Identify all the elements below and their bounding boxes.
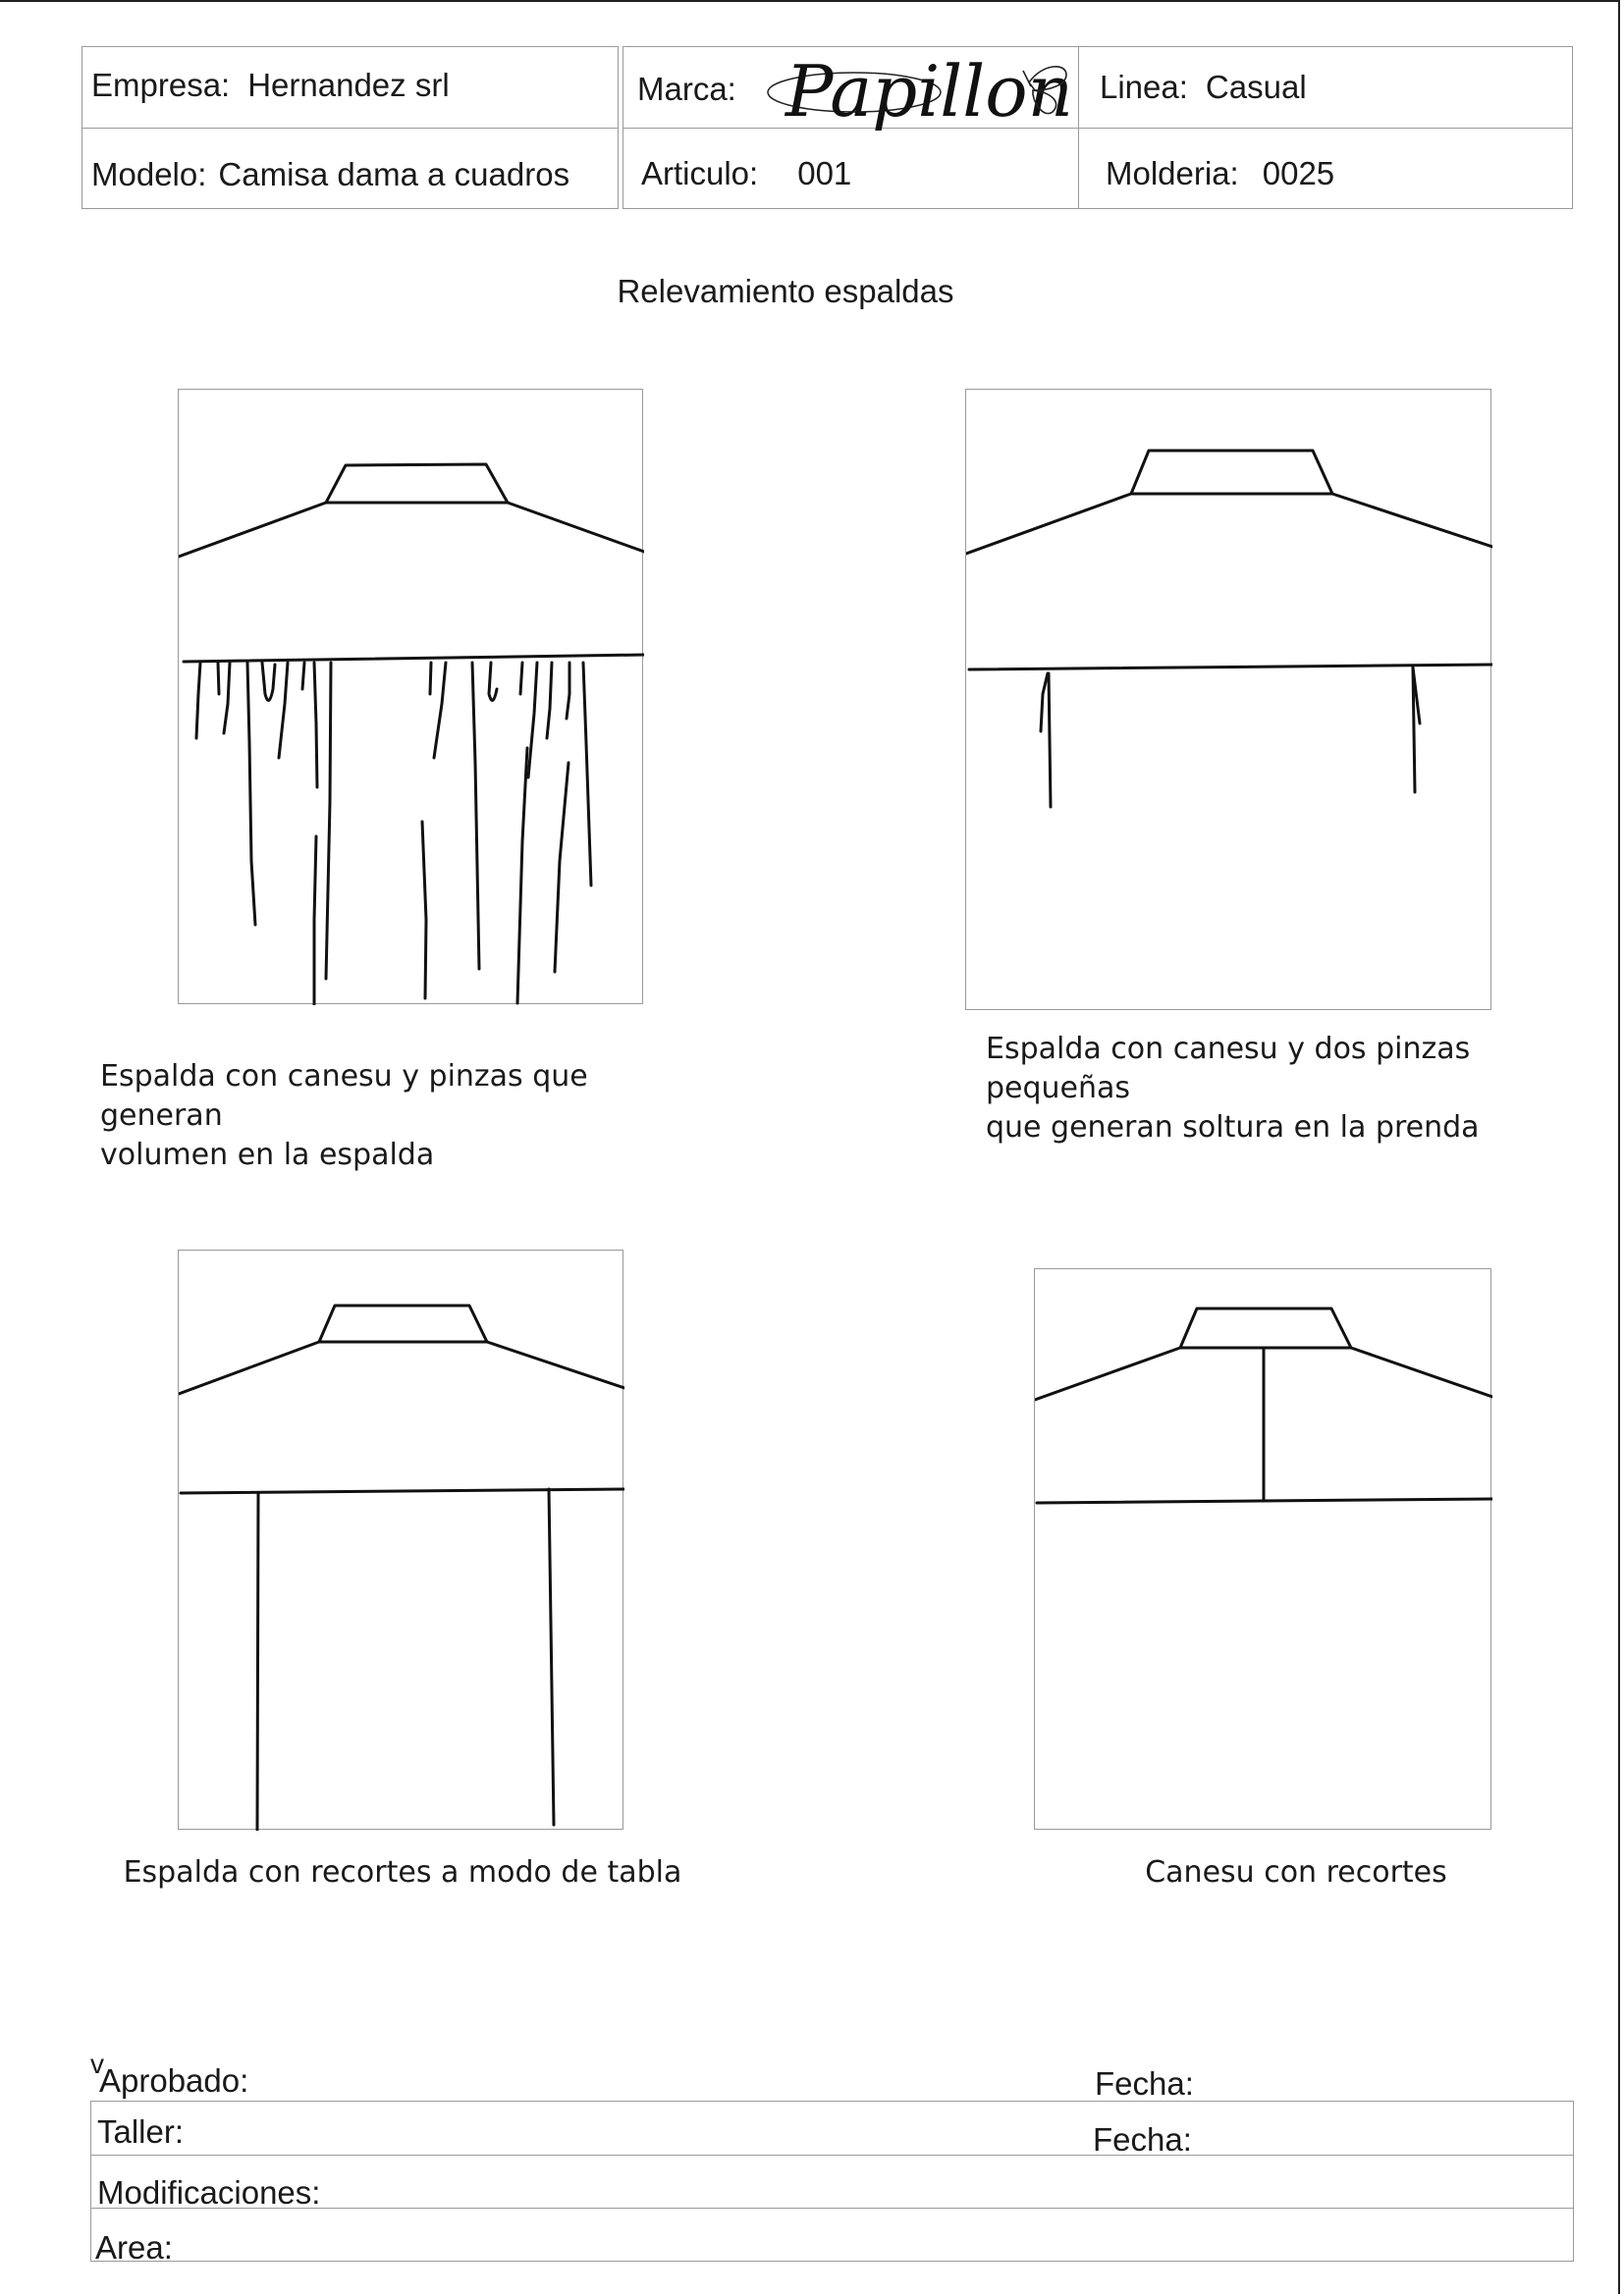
taller-row bbox=[90, 2101, 1574, 2156]
back-two-darts-drawing bbox=[966, 390, 1492, 1011]
yoke-cut-drawing bbox=[1035, 1269, 1492, 1831]
taller-label: Taller: bbox=[97, 2113, 185, 2150]
articulo-label: Articulo: bbox=[641, 155, 759, 191]
marca-field bbox=[637, 71, 736, 108]
sketch-back-panels bbox=[178, 1250, 623, 1830]
empresa-value: Hernandez srl bbox=[247, 67, 450, 103]
panel-cut-left bbox=[257, 1493, 258, 1830]
articulo-field bbox=[641, 155, 851, 192]
marca-label: Marca: bbox=[637, 71, 736, 107]
yoke-seam bbox=[184, 655, 644, 662]
area-row bbox=[90, 2208, 1574, 2262]
sketch-yoke-cut bbox=[1034, 1268, 1491, 1830]
molderia-field bbox=[1106, 155, 1334, 192]
v-mark: v bbox=[90, 2049, 104, 2079]
linea-value: Casual bbox=[1205, 69, 1307, 105]
caption-line: volumen en la espalda bbox=[100, 1138, 435, 1172]
yoke-seam bbox=[1037, 1499, 1492, 1503]
shoulder-line bbox=[179, 464, 644, 557]
caption-back-two-darts bbox=[986, 1030, 1614, 1148]
dart-left bbox=[1041, 673, 1048, 731]
modelo-value: Camisa dama a cuadros bbox=[218, 156, 570, 192]
modificaciones-label: Modificaciones: bbox=[97, 2174, 321, 2211]
articulo-value: 001 bbox=[797, 155, 852, 191]
papillon-logo bbox=[756, 47, 1080, 145]
back-gathers-drawing bbox=[179, 390, 644, 1005]
logo-wordmark: Papillon bbox=[785, 50, 1074, 133]
shoulder-line bbox=[966, 451, 1492, 554]
dart-left-line bbox=[1049, 673, 1051, 807]
caption-line: que generan soltura en la prenda bbox=[986, 1110, 1480, 1145]
caption-yoke-cut bbox=[982, 1853, 1610, 1893]
linea-label: Linea: bbox=[1100, 69, 1188, 105]
caption-line: Espalda con canesu y dos pinzas pequeñas bbox=[986, 1032, 1471, 1105]
empresa-field bbox=[91, 67, 450, 104]
area-label: Area: bbox=[95, 2229, 173, 2266]
caption-line: Canesu con recortes bbox=[1145, 1855, 1447, 1890]
molderia-label: Molderia: bbox=[1106, 155, 1239, 191]
fecha-label-taller: Fecha: bbox=[1093, 2121, 1192, 2158]
caption-line: Espalda con canesu y pinzas que generan bbox=[100, 1059, 588, 1133]
back-panels-drawing bbox=[179, 1251, 624, 1831]
shoulder-line bbox=[179, 1306, 624, 1394]
yoke-seam bbox=[181, 1489, 624, 1493]
sketch-back-two-darts bbox=[965, 389, 1491, 1010]
caption-back-panels bbox=[108, 1853, 697, 1893]
linea-field bbox=[1100, 69, 1307, 106]
aprobado-label: Aprobado: bbox=[99, 2062, 249, 2099]
sketch-back-gathers bbox=[178, 389, 643, 1004]
modelo-field bbox=[91, 156, 569, 193]
sheet-title: Relevamiento espaldas bbox=[617, 273, 954, 309]
caption-back-gathers bbox=[100, 1057, 709, 1175]
molderia-value: 0025 bbox=[1262, 155, 1335, 191]
empresa-label: Empresa: bbox=[91, 67, 231, 103]
dart-right-line bbox=[1413, 667, 1415, 792]
gather-folds bbox=[196, 663, 591, 1005]
panel-cut-right bbox=[549, 1489, 554, 1825]
caption-line: Espalda con recortes a modo de tabla bbox=[123, 1855, 682, 1890]
modelo-label: Modelo: bbox=[91, 156, 207, 192]
fecha-label-aprobado: Fecha: bbox=[1095, 2065, 1194, 2102]
